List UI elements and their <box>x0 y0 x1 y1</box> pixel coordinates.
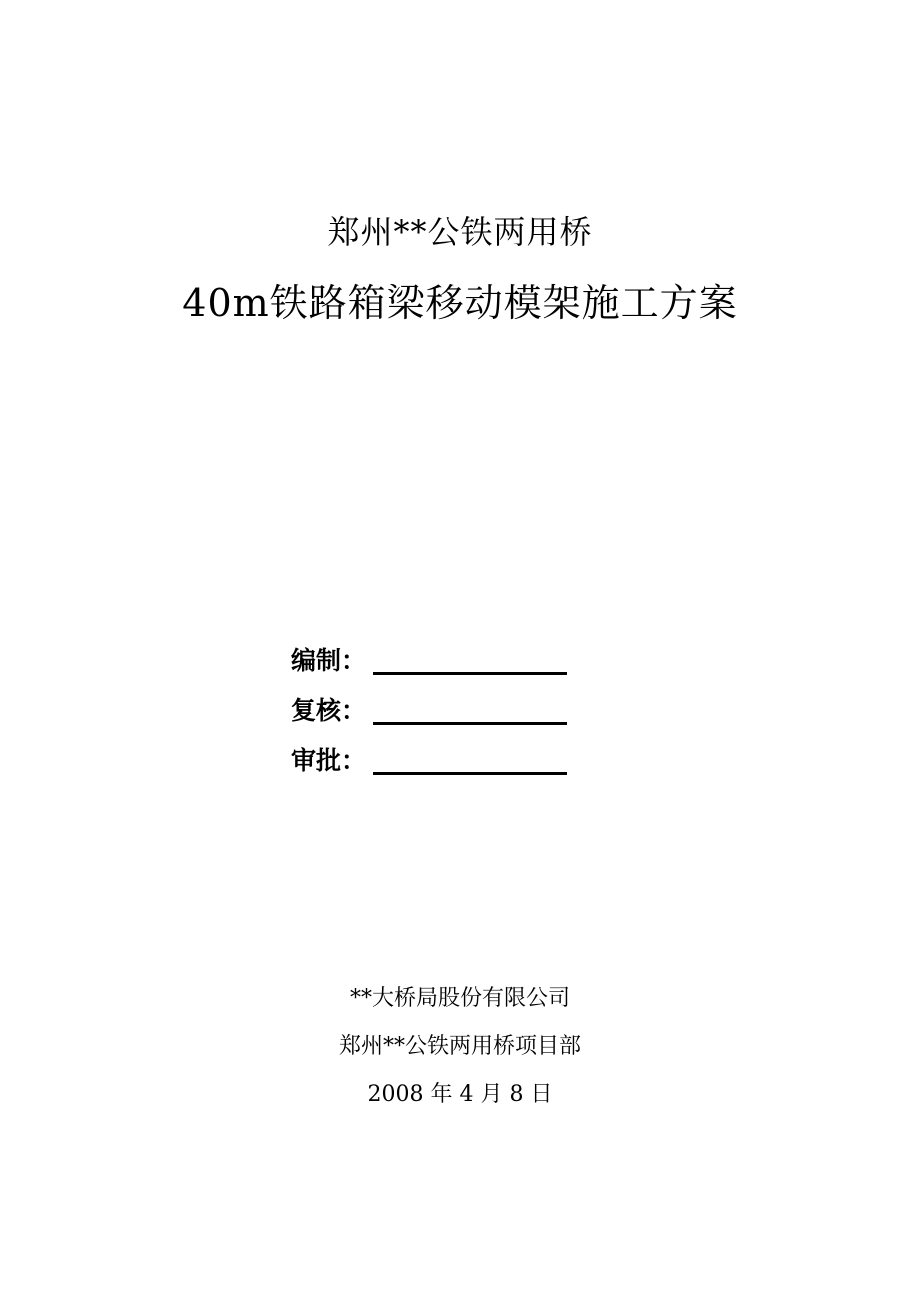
footer-department: 郑州**公铁两用桥项目部 <box>338 1034 581 1059</box>
footer-company: **大桥局股份有限公司 <box>349 986 570 1011</box>
signature-row-compile <box>291 642 591 692</box>
signature-line-approve <box>373 772 567 775</box>
signature-row-review <box>291 692 591 742</box>
footer-date: 2008 年 4 月 8 日 <box>367 1082 553 1107</box>
signature-label-compile: 编制： <box>291 646 367 675</box>
signature-line-review <box>373 722 567 725</box>
signature-label-review: 复核： <box>291 696 367 725</box>
signature-label-approve: 审批： <box>291 746 367 775</box>
document-title-line-1: 郑州**公铁两用桥 <box>327 213 593 251</box>
signature-line-compile <box>373 672 567 675</box>
signature-block <box>291 642 591 792</box>
document-title-line-2: 40m铁路箱梁移动模架施工方案 <box>182 281 738 325</box>
signature-row-approve <box>291 742 591 792</box>
